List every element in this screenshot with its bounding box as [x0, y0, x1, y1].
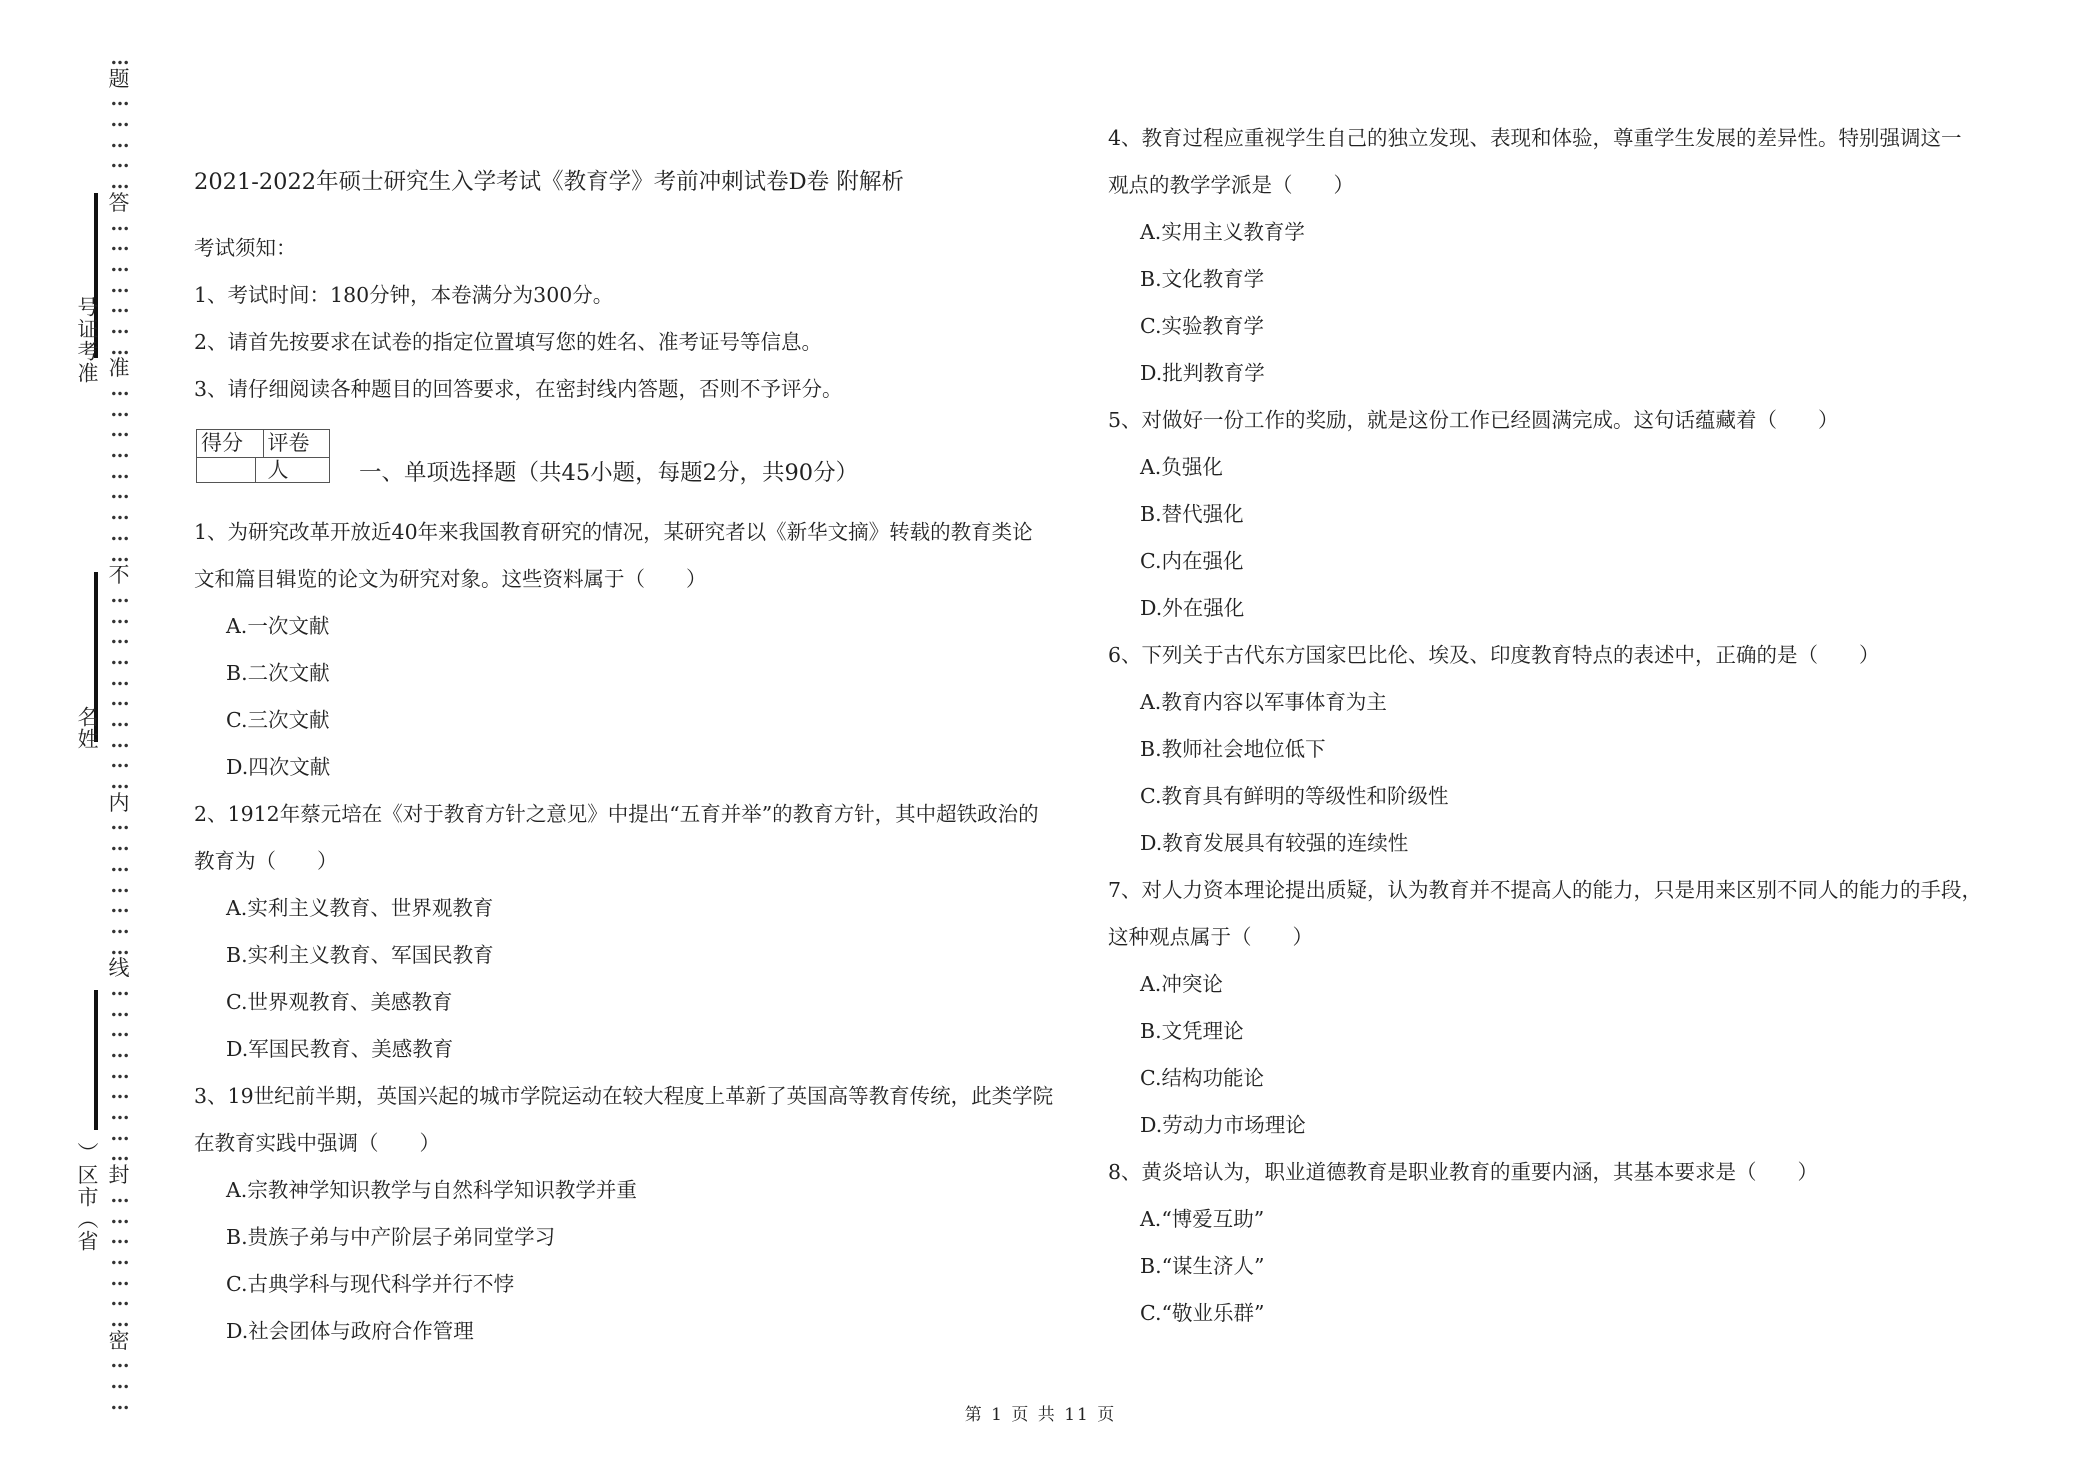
- seal-dots: …: [110, 460, 128, 483]
- answer-option: A.实利主义教育、世界观教育: [226, 896, 494, 920]
- seal-dots: …: [110, 502, 128, 525]
- notice-heading: 考试须知：: [194, 236, 297, 260]
- answer-option: C.三次文献: [226, 708, 330, 732]
- answer-option: C.“敬业乐群”: [1140, 1301, 1265, 1325]
- seal-dots: …: [110, 750, 128, 773]
- seal-dots: …: [110, 626, 128, 649]
- notice-item: 2、请首先按要求在试卷的指定位置填写您的姓名、准考证号等信息。: [194, 330, 823, 354]
- seal-dots: …: [110, 47, 128, 69]
- seal-dots: …: [110, 1081, 128, 1104]
- question-stem: 教育为（ ）: [194, 849, 338, 873]
- answer-option: D.劳动力市场理论: [1140, 1113, 1306, 1137]
- answer-option: B.“谋生济人”: [1140, 1254, 1265, 1278]
- seal-dots: …: [110, 336, 128, 359]
- seal-dots: …: [110, 378, 128, 400]
- seal-dots: …: [110, 977, 128, 1000]
- exam-title: 2021-2022年硕士研究生入学考试《教育学》考前冲刺试卷D卷 附解析: [194, 169, 904, 195]
- seal-dots: …: [110, 833, 128, 856]
- question-stem: 6、下列关于古代东方国家巴比伦、埃及、印度教育特点的表述中，正确的是（ ）: [1108, 643, 1880, 667]
- region-label: ）区市（省: [75, 1142, 99, 1252]
- answer-option: C.教育具有鲜明的等级性和阶级性: [1140, 784, 1449, 808]
- score-label: 得分: [201, 431, 243, 455]
- answer-option: B.替代强化: [1140, 502, 1244, 526]
- answer-option: D.教育发展具有较强的连续性: [1140, 831, 1409, 855]
- seal-char: 答: [108, 190, 130, 215]
- answer-option: C.结构功能论: [1140, 1066, 1264, 1090]
- seal-dots: …: [110, 1246, 128, 1269]
- question-stem: 在教育实践中强调（ ）: [194, 1131, 440, 1155]
- admission-number-label: 号证考准: [75, 296, 99, 384]
- answer-option: B.实利主义教育、军国民教育: [226, 943, 494, 967]
- seal-line-column: [105, 48, 133, 1413]
- question-stem: 8、黄炎培认为，职业道德教育是职业教育的重要内涵，其基本要求是（ ）: [1108, 1160, 1819, 1184]
- seal-dots: …: [110, 1143, 128, 1166]
- seal-dots: …: [110, 1226, 128, 1249]
- answer-option: D.外在强化: [1140, 596, 1245, 620]
- seal-dots: …: [110, 88, 128, 111]
- seal-dots: …: [110, 605, 128, 628]
- answer-option: A.实用主义教育学: [1140, 220, 1305, 244]
- answer-option: B.文凭理论: [1140, 1019, 1244, 1043]
- seal-dots: …: [110, 1308, 128, 1331]
- seal-dots: …: [110, 709, 128, 731]
- answer-option: B.二次文献: [226, 661, 330, 685]
- seal-dots: …: [110, 1122, 128, 1145]
- answer-option: A.一次文献: [226, 614, 330, 638]
- seal-dots: …: [110, 895, 128, 918]
- seal-dots: …: [110, 729, 128, 752]
- question-stem: 观点的教学学派是（ ）: [1108, 173, 1354, 197]
- question-stem: 2、1912年蔡元培在《对于教育方针之意见》中提出“五育并举”的教育方针，其中超铁政治的: [194, 802, 1039, 826]
- answer-option: C.世界观教育、美感教育: [226, 990, 453, 1014]
- seal-dots: …: [110, 274, 128, 297]
- seal-char: 线: [108, 956, 130, 981]
- seal-dots: …: [110, 129, 128, 152]
- answer-option: B.贵族子弟与中产阶层子弟同堂学习: [226, 1225, 556, 1249]
- seal-dots: …: [110, 109, 128, 132]
- seal-dots: …: [110, 522, 128, 545]
- seal-dots: …: [110, 667, 128, 690]
- seal-dots: …: [110, 1019, 128, 1042]
- page-footer: 第 1 页 共 11 页: [964, 1405, 1117, 1425]
- answer-option: A.“博爱互助”: [1140, 1207, 1265, 1231]
- section-title: 一、单项选择题（共45小题，每题2分，共90分）: [359, 460, 859, 486]
- question-stem: 7、对人力资本理论提出质疑，认为教育并不提高人的能力，只是用来区别不同人的能力的手段，: [1108, 878, 1983, 902]
- answer-option: C.实验教育学: [1140, 314, 1264, 338]
- seal-dots: …: [110, 771, 128, 794]
- seal-char: 内: [108, 790, 130, 815]
- grader-label: 评卷人: [263, 430, 330, 457]
- answer-option: D.四次文献: [226, 755, 331, 779]
- seal-dots: …: [110, 398, 128, 421]
- answer-option: C.古典学科与现代科学并行不悖: [226, 1272, 514, 1296]
- seal-dots: …: [110, 1267, 128, 1290]
- seal-dots: …: [110, 1391, 128, 1414]
- seal-dots: …: [110, 853, 128, 876]
- seal-char: 不: [108, 563, 130, 588]
- answer-option: A.负强化: [1140, 455, 1223, 479]
- seal-dots: …: [110, 171, 128, 194]
- seal-dots: …: [110, 315, 128, 338]
- name-label: 名姓: [75, 706, 99, 750]
- seal-char: 题: [108, 66, 130, 91]
- seal-char: 准: [108, 356, 130, 381]
- answer-option: A.教育内容以军事体育为主: [1140, 690, 1387, 714]
- seal-line-bar: [94, 990, 98, 1130]
- seal-dots: …: [110, 233, 128, 256]
- seal-dots: …: [110, 915, 128, 938]
- seal-dots: …: [110, 874, 128, 897]
- seal-dots: …: [110, 1205, 128, 1228]
- question-stem: 这种观点属于（ ）: [1108, 925, 1313, 949]
- notice-item: 1、考试时间：180分钟，本卷满分为300分。: [194, 283, 614, 307]
- seal-dots: …: [110, 688, 128, 711]
- answer-option: D.军国民教育、美感教育: [226, 1037, 454, 1061]
- answer-option: D.社会团体与政府合作管理: [226, 1319, 474, 1343]
- seal-dots: …: [110, 295, 128, 318]
- seal-dots: …: [110, 481, 128, 504]
- answer-option: A.宗教神学知识教学与自然科学知识教学并重: [226, 1178, 637, 1202]
- answer-option: B.文化教育学: [1140, 267, 1265, 291]
- seal-dots: …: [110, 1371, 128, 1393]
- seal-dots: …: [110, 1288, 128, 1311]
- seal-dots: …: [110, 440, 128, 463]
- seal-char: 密: [108, 1328, 130, 1353]
- score-box: [196, 429, 330, 483]
- seal-dots: …: [110, 998, 128, 1021]
- answer-option: D.批判教育学: [1140, 361, 1265, 385]
- seal-dots: …: [110, 150, 128, 173]
- seal-dots: …: [110, 212, 128, 235]
- answer-option: C.内在强化: [1140, 549, 1244, 573]
- question-stem: 3、19世纪前半期，英国兴起的城市学院运动在较大程度上革新了英国高等教育传统，此类学院: [194, 1084, 1054, 1108]
- seal-dots: …: [110, 543, 128, 566]
- notice-item: 3、请仔细阅读各种题目的回答要求，在密封线内答题，否则不予评分。: [194, 377, 843, 401]
- seal-dots: …: [110, 646, 128, 669]
- seal-dots: …: [110, 1040, 128, 1062]
- seal-dots: …: [110, 419, 128, 442]
- seal-char: 封: [108, 1163, 130, 1188]
- seal-dots: …: [110, 1350, 128, 1373]
- question-stem: 5、对做好一份工作的奖励，就是这份工作已经圆满完成。这句话蕴藏着（ ）: [1108, 408, 1839, 432]
- seal-dots: …: [110, 253, 128, 276]
- seal-dots: …: [110, 812, 128, 835]
- seal-dots: …: [110, 1184, 128, 1207]
- answer-option: B.教师社会地位低下: [1140, 737, 1326, 761]
- question-stem: 4、教育过程应重视学生自己的独立发现、表现和体验，尊重学生发展的差异性。特别强调这一: [1108, 126, 1962, 150]
- question-stem: 1、为研究改革开放近40年来我国教育研究的情况，某研究者以《新华文摘》转载的教育类论: [194, 520, 1033, 544]
- seal-dots: …: [110, 936, 128, 959]
- answer-option: A.冲突论: [1140, 972, 1223, 996]
- seal-dots: …: [110, 1060, 128, 1083]
- question-stem: 文和篇目辑览的论文为研究对象。这些资料属于（ ）: [194, 567, 707, 591]
- seal-dots: …: [110, 1102, 128, 1125]
- seal-dots: …: [110, 584, 128, 607]
